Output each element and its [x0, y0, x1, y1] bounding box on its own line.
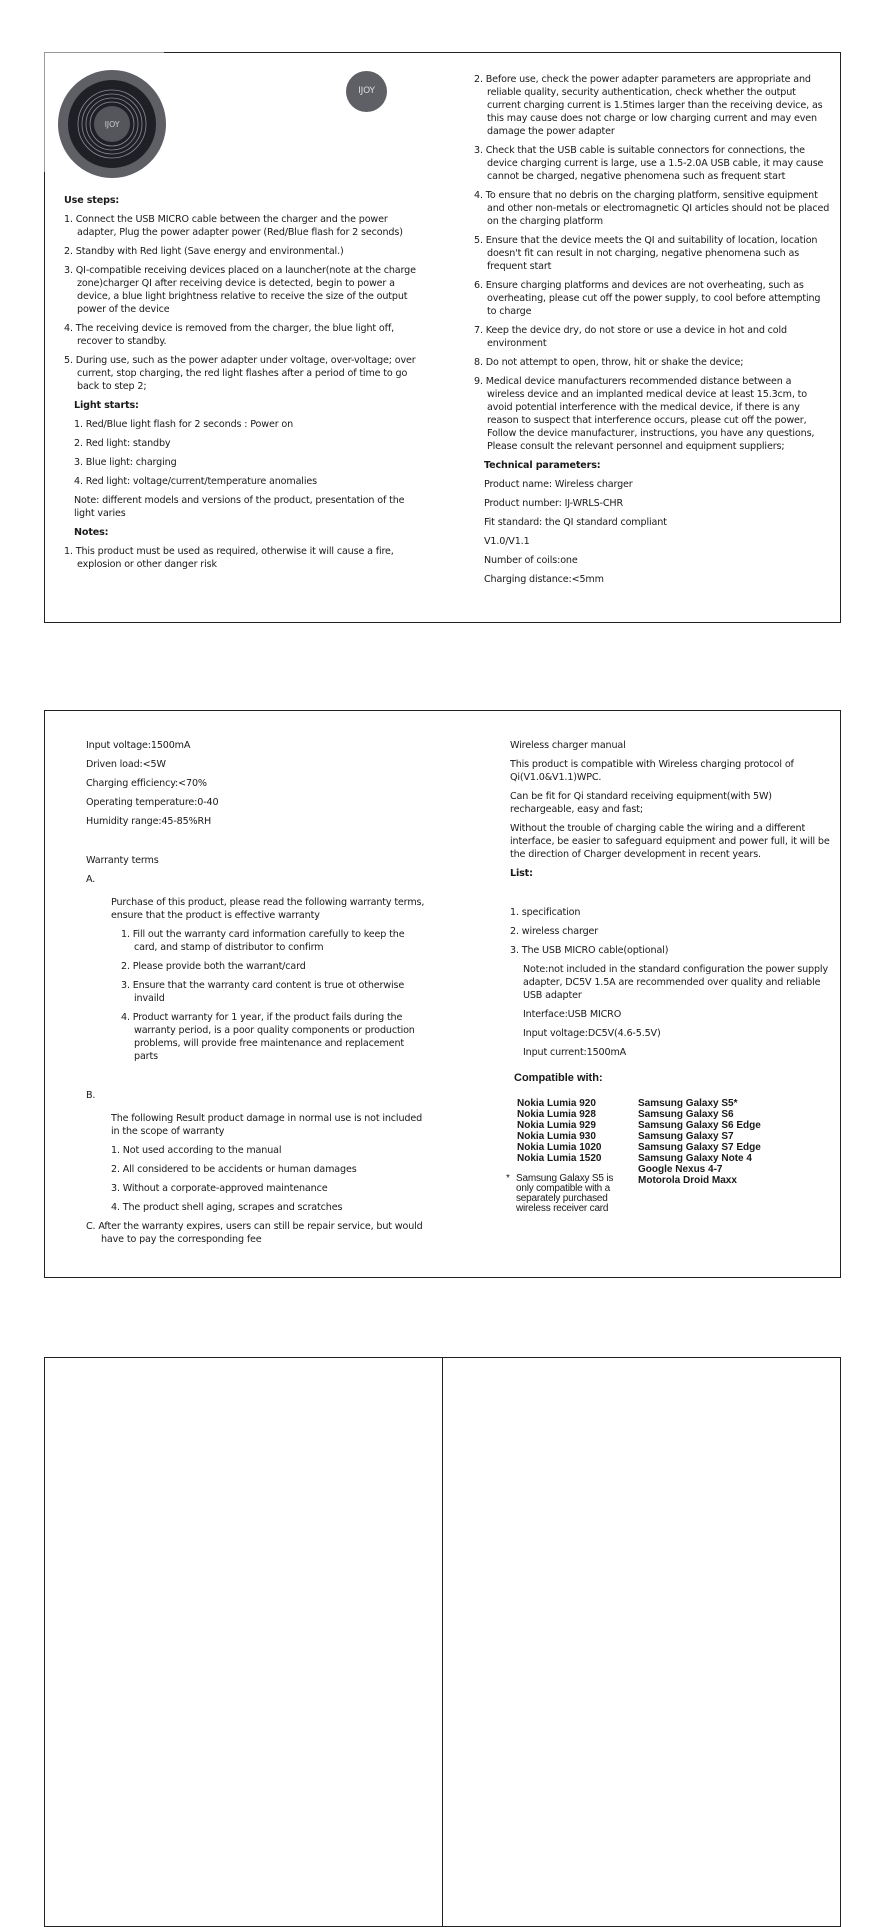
list-item: 3. Ensure that the warranty card content is true ot otherwise invaild — [121, 980, 405, 1004]
spec: Charging efficiency:<70% — [86, 778, 207, 789]
manual-title: Wireless charger manual — [510, 740, 626, 751]
list-item: 3. Blue light: charging — [74, 457, 177, 468]
device: Samsung Galaxy S6 Edge — [638, 1120, 761, 1131]
use-steps-list — [64, 213, 426, 393]
notes-list — [474, 73, 830, 453]
manual-paragraph: Without the trouble of charging cable the wiring and a different interface, be easier to safeguard equipment and power full, it will be the direction of Charger development in recent years. — [510, 823, 830, 860]
right-column — [506, 739, 830, 1214]
list-item: 9. Medical device manufacturers recommended distance between a wireless device and an implanted medical device at least 15.3cm, to avoid potential interference with the medical device, if there is any reason to suspect that interference occurs, please cut off the power, Follow the device manufacturer, instructions, you have any questions, Please consult the relevant personnel and equipment suppliers; — [474, 376, 815, 452]
detail: Input current:1500mA — [523, 1047, 627, 1058]
list-item: 1. specification — [510, 907, 581, 918]
detail: Input voltage:DC5V(4.6-5.5V) — [523, 1028, 661, 1039]
list-item: 1. Red/Blue light flash for 2 seconds : Power on — [74, 419, 294, 430]
list-item: 4. The product shell aging, scrapes and scratches — [111, 1202, 343, 1213]
section-a-label: A. — [86, 874, 96, 885]
charger-product-image — [57, 69, 167, 179]
device: Nokia Lumia 930 — [517, 1131, 596, 1142]
list-item: 1. This product must be used as required, otherwise it will cause a fire, explosion or other danger risk — [64, 546, 394, 570]
tech-params-heading: Technical parameters: — [484, 460, 601, 471]
light-starts-list — [74, 418, 426, 488]
device: Nokia Lumia 1020 — [517, 1142, 602, 1153]
spec: Operating temperature:0-40 — [86, 797, 219, 808]
list-item: 8. Do not attempt to open, throw, hit or shake the device; — [474, 357, 744, 368]
spec: Input voltage:1500mA — [86, 740, 191, 751]
section-c: C. After the warranty expires, users can still be repair service, but would have to pay the corresponding fee — [86, 1221, 423, 1245]
compatible-heading: Compatible with: — [514, 1072, 603, 1084]
list-item: 1. Fill out the warranty card information carefully to keep the card, and stamp of distributor to confirm — [121, 929, 405, 953]
warranty-heading: Warranty terms — [86, 855, 159, 866]
list-item: 4. To ensure that no debris on the charging platform, sensitive equipment and other non-metals or electromagnetic QI articles should not be placed on the charging platform — [474, 190, 830, 227]
list-item: 3. QI-compatible receiving devices placed on a launcher(note at the charge zone)charger QI after receiving device is detected, begin to power a device, a blue light brightness relative to receive the size of the output power of the device — [64, 265, 416, 315]
list-item: 2. All considered to be accidents or human damages — [111, 1164, 357, 1175]
left-column — [64, 194, 426, 577]
list-item: 4. Red light: voltage/current/temperature anomalies — [74, 476, 317, 487]
list-item: 3. Without a corporate-approved maintenance — [111, 1183, 328, 1194]
list-item: 2. Please provide both the warrant/card — [121, 961, 306, 972]
manual-page-1 — [44, 52, 841, 623]
list-item: 3. Check that the USB cable is suitable connectors for connections, the device charging current is large, use a 1.5-2.0A USB cable, it may cause cannot be charged, negative phenomena such as frequent start — [474, 145, 824, 182]
device: Samsung Galaxy S7 — [638, 1131, 734, 1142]
device: Samsung Galaxy S7 Edge — [638, 1142, 761, 1153]
list-heading: List: — [510, 868, 533, 879]
list-item: 3. The USB MICRO cable(optional) — [510, 945, 669, 956]
list-item: 1. Connect the USB MICRO cable between the charger and the power adapter, Plug the power adapter power (Red/Blue flash for 2 seconds) — [64, 214, 403, 238]
spec: Humidity range:45-85%RH — [86, 816, 212, 827]
tech-param: Number of coils:one — [484, 555, 578, 566]
notes-heading: Notes: — [74, 527, 109, 538]
device: Nokia Lumia 920 — [517, 1098, 596, 1109]
footnote: Samsung Galaxy S5 is only compatible with a separately purchased wireless receiver card — [516, 1173, 614, 1214]
device: Nokia Lumia 1520 — [517, 1153, 602, 1164]
manual-paragraph: Can be fit for Qi standard receiving equipment(with 5W) rechargeable, easy and fast; — [510, 791, 772, 815]
list-item: 6. Ensure charging platforms and devices are not overheating, such as overheating, please cut off the power supply, to cool before attempting to charge — [474, 280, 821, 317]
section-a-intro: Purchase of this product, please read the following warranty terms, ensure that the product is effective warranty — [111, 897, 425, 921]
light-starts-heading: Light starts: — [74, 400, 139, 411]
list-item: 2. Standby with Red light (Save energy and environmental.) — [64, 246, 344, 257]
list-item: 1. Not used according to the manual — [111, 1145, 282, 1156]
blank-page — [44, 1357, 841, 1927]
device: Google Nexus 4-7 — [638, 1164, 723, 1175]
use-steps-heading: Use steps: — [64, 195, 120, 206]
compatible-section — [506, 1072, 830, 1214]
device: Nokia Lumia 928 — [517, 1109, 596, 1120]
spec: Driven load:<5W — [86, 759, 166, 770]
page-divider — [442, 1358, 443, 1926]
list-item: 2. Before use, check the power adapter parameters are appropriate and reliable quality, security authentication, check whether the output current charging current is 1.5times larger than the receiving device, as this may cause does not charge or low charging current and may even damage the power adapter — [474, 74, 823, 137]
list-item: 5. During use, such as the power adapter under voltage, over-voltage; over current, stop charging, the red light flashes after a period of time to go back to step 2; — [64, 355, 416, 392]
light-note: Note: different models and versions of the product, presentation of the light varies — [74, 495, 405, 519]
device: Samsung Galaxy S6 — [638, 1109, 734, 1120]
list-item: 2. Red light: standby — [74, 438, 171, 449]
tech-param: Product name: Wireless charger — [484, 479, 633, 490]
other-devices-list — [638, 1098, 761, 1186]
manual-page-2 — [44, 710, 841, 1278]
list-item: 5. Ensure that the device meets the QI and suitability of location, location doesn't fit can result in not charging, negative phenomena such as frequent start — [474, 235, 818, 272]
detail: Interface:USB MICRO — [523, 1009, 622, 1020]
footnote-mark: * — [506, 1173, 510, 1184]
section-b-label: B. — [86, 1090, 96, 1101]
detail: Note:not included in the standard configuration the power supply adapter, DC5V 1.5A are recommended over quality and reliable USB adapter — [523, 964, 828, 1001]
tech-param: V1.0/V1.1 — [484, 536, 530, 547]
tech-param: Charging distance:<5mm — [484, 574, 604, 585]
tech-param: Fit standard: the QI standard compliant — [484, 517, 667, 528]
device: Samsung Galaxy Note 4 — [638, 1153, 752, 1164]
list-item: 4. Product warranty for 1 year, if the product fails during the warranty period, is a poor quality components or production problems, will provide free maintenance and replacement parts — [121, 1012, 415, 1062]
left-column — [86, 739, 426, 1252]
device: Samsung Galaxy S5* — [638, 1098, 738, 1109]
list-item: 4. The receiving device is removed from the charger, the blue light off, recover to standby. — [64, 323, 394, 347]
device: Nokia Lumia 929 — [517, 1120, 596, 1131]
manual-paragraph: This product is compatible with Wireless charging protocol of Qi(V1.0&V1.1)WPC. — [510, 759, 794, 783]
section-b-intro: The following Result product damage in normal use is not included in the scope of warranty — [111, 1113, 423, 1137]
tech-param: Product number: IJ-WRLS-CHR — [484, 498, 623, 509]
list-item: 2. wireless charger — [510, 926, 599, 937]
list-item: 7. Keep the device dry, do not store or use a device in hot and cold environment — [474, 325, 787, 349]
product-logo-text: IJOY — [104, 120, 120, 129]
right-column — [474, 73, 830, 592]
device: Motorola Droid Maxx — [638, 1175, 737, 1186]
brand-logo: IJOY — [346, 71, 387, 112]
